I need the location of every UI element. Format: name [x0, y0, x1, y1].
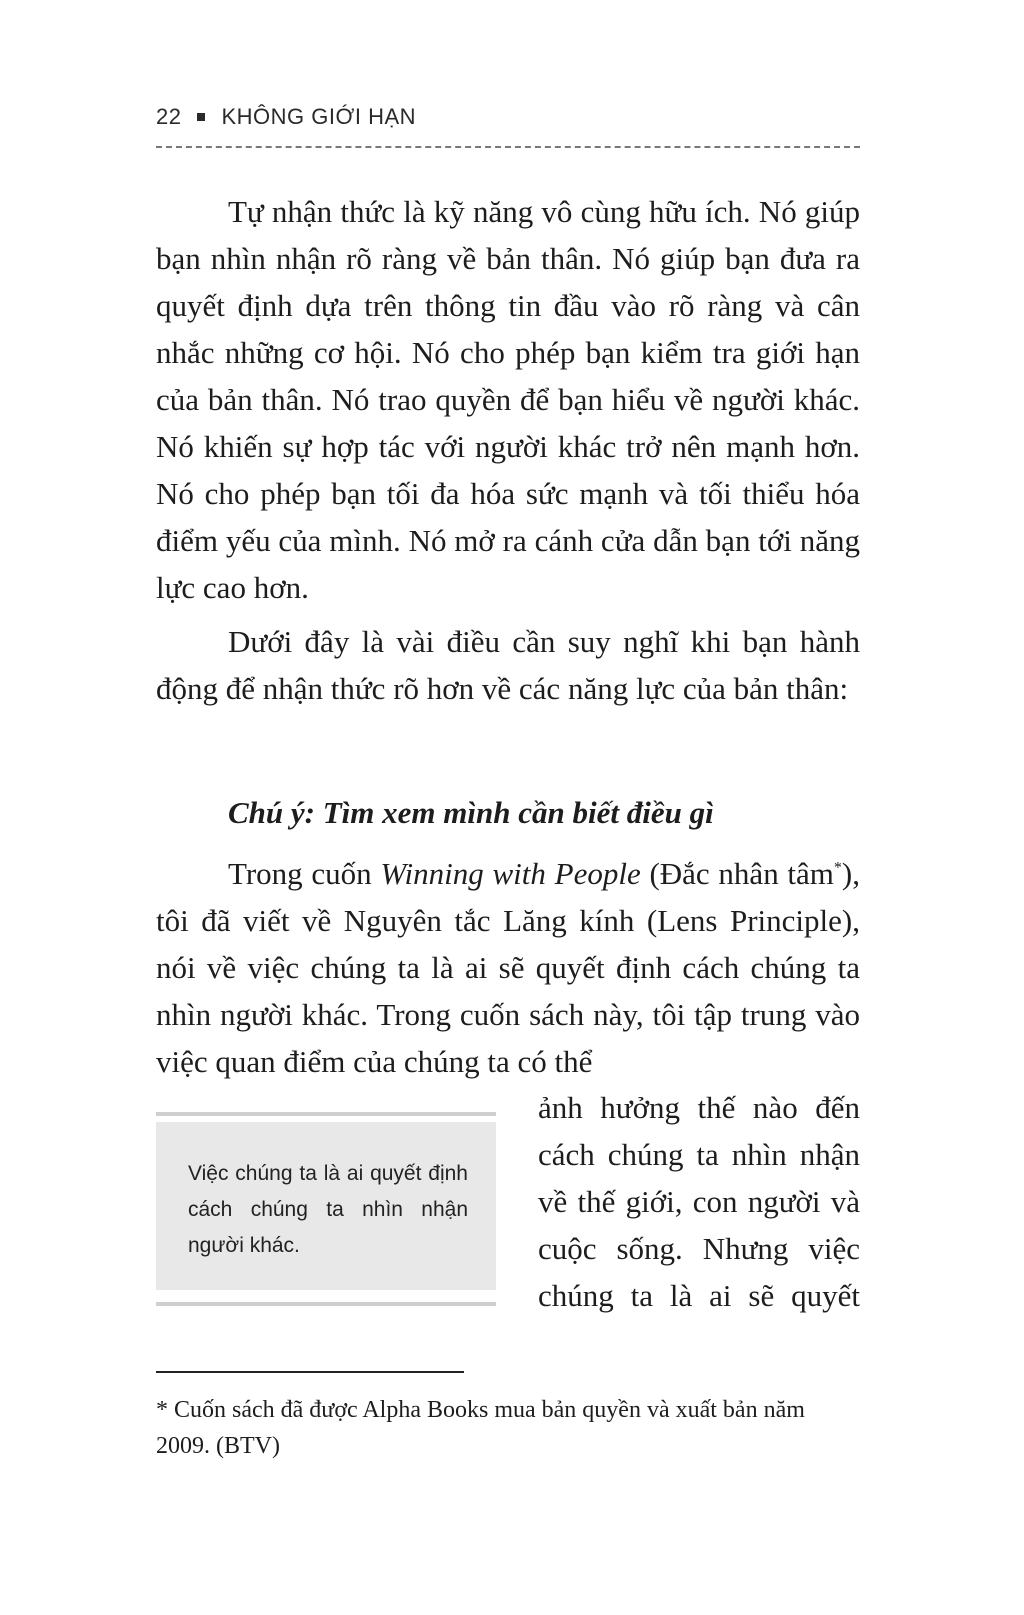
square-bullet-icon	[197, 113, 205, 121]
wrapped-line: về thế giới, con người và	[538, 1184, 860, 1219]
running-header	[156, 104, 416, 130]
paragraph-3	[156, 850, 860, 1085]
book-title-italic: Winning with People	[380, 856, 641, 891]
paragraph-1	[156, 188, 860, 611]
wrapped-text-column	[538, 1084, 860, 1319]
section-subheading: Chú ý: Tìm xem mình cần biết điều gì	[228, 795, 714, 830]
callout-bottom-rule	[156, 1302, 496, 1306]
wrapped-line: cuộc sống. Nhưng việc	[538, 1231, 860, 1266]
paragraph-2	[156, 618, 860, 712]
footnote-rule	[156, 1371, 464, 1373]
wrapped-line: ảnh hưởng thế nào đến	[538, 1090, 860, 1125]
footnote: * Cuốn sách đã được Alpha Books mua bản quyền và xuất bản năm 2009. (BTV)	[156, 1397, 805, 1459]
book-title: KHÔNG GIỚI HẠN	[221, 104, 417, 129]
page-number: 22	[156, 104, 182, 129]
wrapped-line: cách chúng ta nhìn nhận	[538, 1137, 860, 1172]
pull-quote-text: Việc chúng ta là ai quyết định cách chúng ta nhìn nhận người khác.	[188, 1162, 468, 1257]
p3-part-c: ), tôi đã viết về Nguyên tắc Lăng kính (Lens Principle), nói về việc chúng ta là ai sẽ quyết định cách chúng ta nhìn người khác. Trong cuốn sách này, tôi tập trung vào việc quan điểm của chúng ta có thể	[156, 856, 860, 1079]
paragraph-1-text: Tự nhận thức là kỹ năng vô cùng hữu ích. Nó giúp bạn nhìn nhận rõ ràng về bản thân. Nó giúp bạn đưa ra quyết định dựa trên thông tin đầu vào rõ ràng và cân nhắc những cơ hội. Nó cho phép bạn kiểm tra giới hạn của bản thân. Nó trao quyền để bạn hiểu về người khác. Nó khiến sự hợp tác với người khác trở nên mạnh hơn. Nó cho phép bạn tối đa hóa sức mạnh và tối thiểu hóa điểm yếu của mình. Nó mở ra cánh cửa dẫn bạn tới năng lực cao hơn.	[156, 194, 860, 605]
p3-part-b: (Đắc nhân tâm	[640, 856, 834, 891]
paragraph-2-text: Dưới đây là vài điều cần suy nghĩ khi bạn hành động để nhận thức rõ hơn về các năng lực của bản thân:	[156, 624, 860, 706]
paragraph-3-text	[156, 850, 860, 1085]
wrapped-line: chúng ta là ai sẽ quyết	[538, 1278, 860, 1313]
p3-part-a: Trong cuốn	[228, 856, 381, 891]
footnote-marker: *	[833, 859, 842, 877]
header-dashed-rule	[156, 146, 860, 148]
callout-top-rule	[156, 1112, 496, 1116]
